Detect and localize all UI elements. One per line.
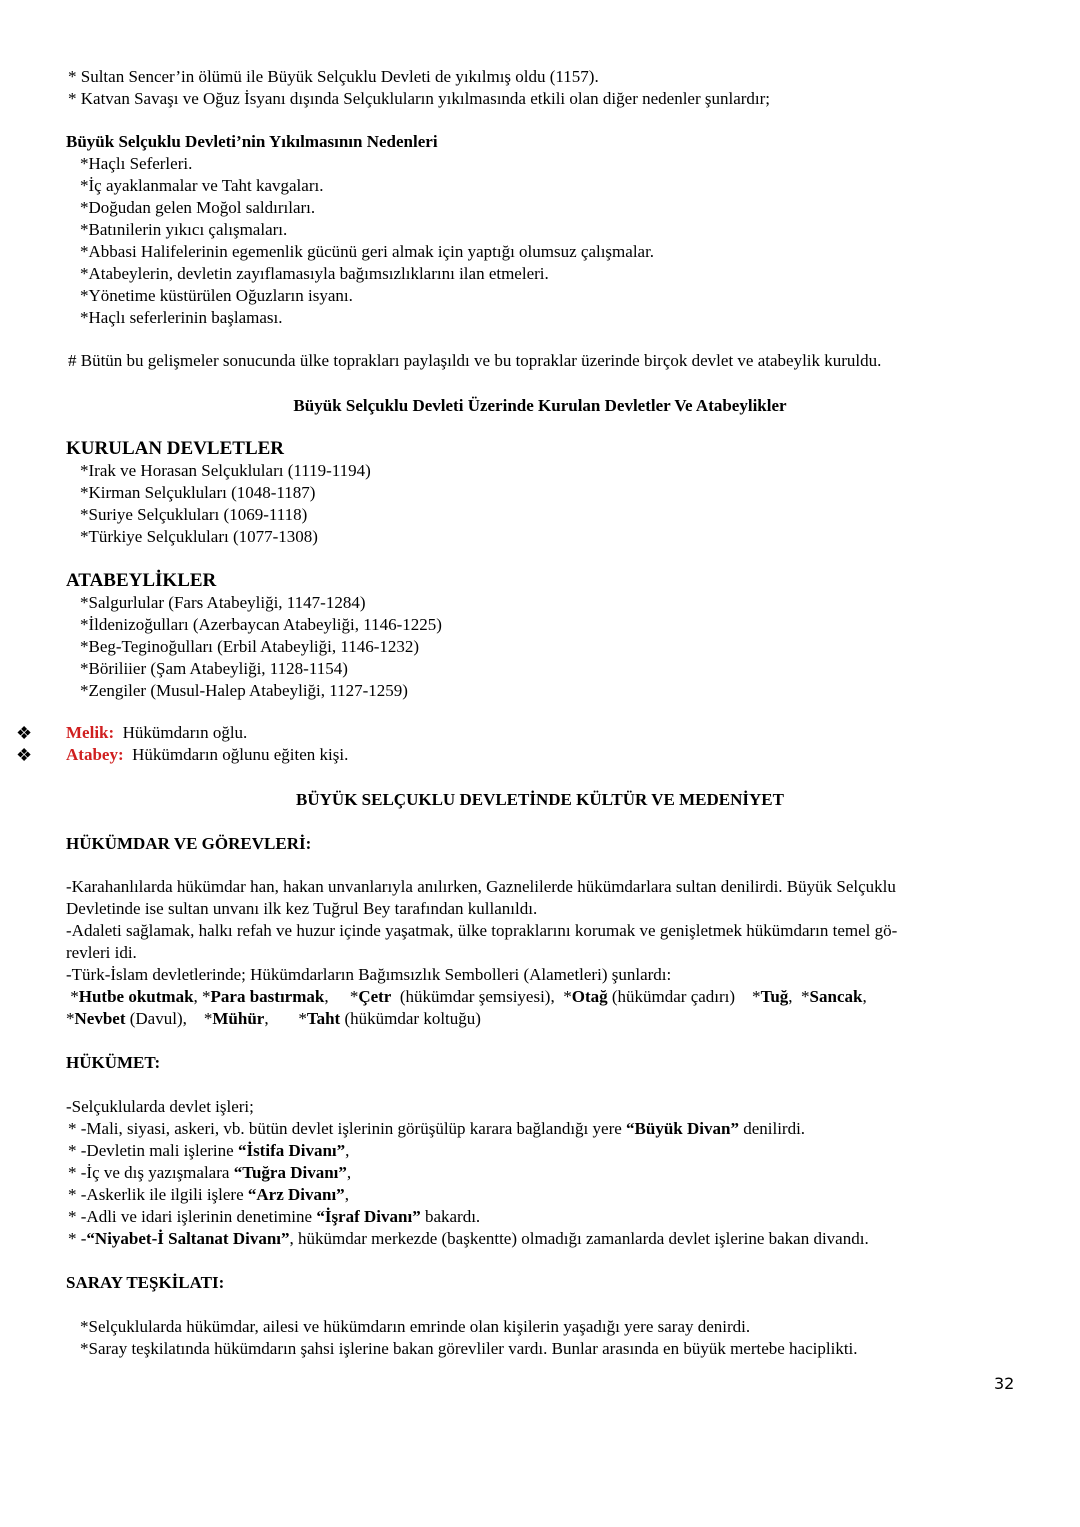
text: * -Devletin mali işlerine — [68, 1141, 238, 1160]
definition-term: Atabey: — [66, 745, 124, 764]
text: * — [66, 1009, 75, 1028]
definition-text: Hükümdarın oğlu. — [122, 723, 248, 742]
paragraph-line: -Karahanlılarda hükümdar han, hakan unvanlarıyla anılırken, Gaznelilerde hükümdarlara sultan denilirdi. Büyük Selçuklu — [66, 877, 896, 896]
text: , * — [324, 987, 359, 1006]
divan-name: “Arz Divanı” — [247, 1185, 345, 1204]
text: * -İç ve dış yazışmalara — [68, 1163, 234, 1182]
definition-atabey — [66, 744, 348, 766]
symbol-term: Nevbet — [74, 1009, 126, 1028]
divan-line — [68, 1228, 869, 1250]
text: , * — [193, 987, 211, 1006]
definition-text: Hükümdarın oğlunu eğiten kişi. — [132, 745, 349, 764]
culture-title: BÜYÜK SELÇUKLU DEVLETİNDE KÜLTÜR VE MEDENİYET — [296, 790, 784, 809]
list-item: *Yönetime küstürülen Oğuzların isyanı. — [80, 286, 353, 305]
text: , * — [264, 1009, 307, 1028]
symbol-term: Tuğ — [760, 987, 789, 1006]
text: * -Adli ve idari işlerinin denetimine — [68, 1207, 317, 1226]
divan-line — [68, 1140, 349, 1162]
text: , — [344, 1185, 349, 1204]
paragraph-line: *Saray teşkilatında hükümdarın şahsi işlerine bakan görevliler vardı. Bunlar arasında en büyük mertebe haciplikti. — [80, 1339, 858, 1358]
summary-note: # Bütün bu gelişmeler sonucunda ülke toprakları paylaşıldı ve bu topraklar üzerinde birçok devlet ve atabeylik kuruldu. — [68, 351, 882, 370]
text: (hükümdar çadırı) * — [607, 987, 761, 1006]
symbol-term: Hutbe okutmak — [78, 987, 194, 1006]
diamond-bullet-icon: ❖ — [16, 723, 33, 743]
causes-heading: Büyük Selçuklu Devleti’nin Yıkılmasının Nedenleri — [66, 132, 438, 151]
text: * -Mali, siyasi, askeri, vb. bütün devlet işlerinin görüşülüp karara bağlandığı yere — [68, 1119, 627, 1138]
text: * — [66, 987, 79, 1006]
paragraph-line: -Türk-İslam devletlerinde; Hükümdarların Bağımsızlık Sembolleri (Alametleri) şunlardı: — [66, 965, 672, 984]
list-item: *Haçlı Seferleri. — [80, 154, 193, 173]
symbols-line — [66, 1008, 481, 1030]
symbol-term: Mühür — [212, 1009, 265, 1028]
list-item: *Böriliier (Şam Atabeyliği, 1128-1154) — [80, 659, 348, 678]
atabegs-heading: ATABEYLİKLER — [66, 570, 217, 591]
symbol-term: Otağ — [571, 987, 608, 1006]
list-item: *Türkiye Selçukluları (1077-1308) — [80, 527, 318, 546]
paragraph-line: revleri idi. — [66, 943, 137, 962]
list-item: *Haçlı seferlerinin başlaması. — [80, 308, 283, 327]
paragraph-line: -Adaleti sağlamak, halkı refah ve huzur içinde yaşatmak, ülke topraklarını korumak ve genişletmek hükümdarın temel gö- — [66, 921, 898, 940]
text: (Davul), * — [125, 1009, 213, 1028]
list-item: *Kirman Selçukluları (1048-1187) — [80, 483, 316, 502]
text: bakardı. — [420, 1207, 481, 1226]
divan-name: “Tuğra Divanı” — [233, 1163, 347, 1182]
list-item: *Batınilerin yıkıcı çalışmaları. — [80, 220, 288, 239]
text: denilirdi. — [738, 1119, 806, 1138]
paragraph-line: Devletinde ise sultan unvanı ilk kez Tuğrul Bey tarafından kullanıldı. — [66, 899, 538, 918]
symbol-term: Para bastırmak — [210, 987, 325, 1006]
page-number: 32 — [994, 1374, 1015, 1393]
text: * - — [68, 1229, 87, 1248]
list-item: *Abbasi Halifelerinin egemenlik gücünü geri almak için yaptığı olumsuz çalışmalar. — [80, 242, 655, 261]
symbol-term: Taht — [306, 1009, 341, 1028]
definition-melik — [66, 722, 247, 744]
paragraph-line: -Selçuklularda devlet işleri; — [66, 1097, 254, 1116]
ruler-heading: HÜKÜMDAR VE GÖREVLERİ: — [66, 834, 312, 853]
divan-name: “İstifa Divanı” — [237, 1141, 346, 1160]
successors-title: Büyük Selçuklu Devleti Üzerinde Kurulan Devletler Ve Atabeylikler — [293, 396, 787, 415]
intro-line: * Katvan Savaşı ve Oğuz İsyanı dışında Selçukluların yıkılmasında etkili olan diğer nedenler şunlardır; — [68, 89, 771, 108]
symbol-term: Sancak — [809, 987, 863, 1006]
intro-line: * Sultan Sencer’in ölümü ile Büyük Selçuklu Devleti de yıkılmış oldu (1157). — [68, 67, 599, 86]
government-heading: HÜKÜMET: — [66, 1053, 161, 1072]
list-item: *Zengiler (Musul-Halep Atabeyliği, 1127-1259) — [80, 681, 408, 700]
list-item: *Irak ve Horasan Selçukluları (1119-1194) — [80, 461, 371, 480]
list-item: *İç ayaklanmalar ve Taht kavgaları. — [80, 176, 324, 195]
list-item: *Doğudan gelen Moğol saldırıları. — [80, 198, 316, 217]
divan-line — [68, 1206, 480, 1228]
text: , hükümdar merkezde (başkentte) olmadığı zamanlarda devlet işlerine bakan divandı. — [289, 1229, 869, 1248]
paragraph-line: *Selçuklularda hükümdar, ailesi ve hükümdarın emrinde olan kişilerin yaşadığı yere saray denirdi. — [80, 1317, 751, 1336]
list-item: *Atabeylerin, devletin zayıflamasıyla bağımsızlıklarını ilan etmeleri. — [80, 264, 549, 283]
symbols-line — [66, 986, 867, 1008]
definition-term: Melik: — [66, 723, 115, 742]
divan-name: “Niyabet-İ Saltanat Divanı” — [86, 1229, 290, 1248]
list-item: *Suriye Selçukluları (1069-1118) — [80, 505, 308, 524]
text: (hükümdar koltuğu) — [340, 1009, 481, 1028]
text: , — [345, 1141, 350, 1160]
divan-line — [68, 1118, 805, 1140]
text: * -Askerlik ile ilgili işlere — [68, 1185, 248, 1204]
states-heading: KURULAN DEVLETLER — [66, 438, 285, 459]
divan-line — [68, 1184, 349, 1206]
text: (hükümdar şemsiyesi), * — [391, 987, 572, 1006]
diamond-bullet-icon: ❖ — [16, 745, 33, 765]
list-item: *İldenizoğulları (Azerbaycan Atabeyliği, 1146-1225) — [80, 615, 442, 634]
symbol-term: Çetr — [358, 987, 392, 1006]
list-item: *Beg-Teginoğulları (Erbil Atabeyliği, 1146-1232) — [80, 637, 420, 656]
divan-line — [68, 1162, 351, 1184]
palace-heading: SARAY TEŞKİLATI: — [66, 1273, 225, 1292]
text: , — [346, 1163, 352, 1182]
text: , — [862, 987, 867, 1006]
divan-name: “İşraf Divanı” — [316, 1207, 421, 1226]
text: , * — [788, 987, 810, 1006]
divan-name: “Büyük Divan” — [626, 1119, 739, 1138]
list-item: *Salgurlular (Fars Atabeyliği, 1147-1284) — [80, 593, 366, 612]
